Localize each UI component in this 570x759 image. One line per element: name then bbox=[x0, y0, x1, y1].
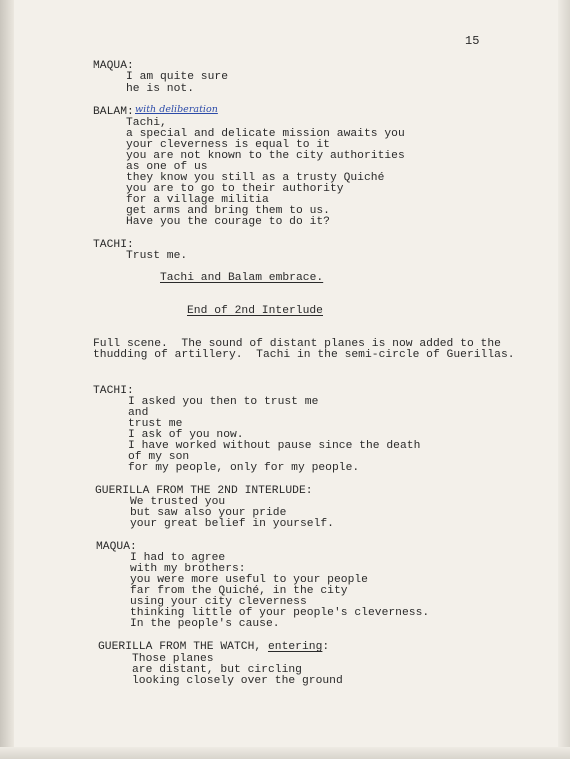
speaker-name bbox=[98, 642, 329, 653]
dialogue-line: looking closely over the ground bbox=[132, 675, 343, 687]
dialogue-line: you are to go to their authority bbox=[126, 183, 344, 195]
dialogue-line: for a village militia bbox=[126, 194, 269, 206]
dialogue-line: and bbox=[128, 407, 149, 419]
dialogue-line: thinking little of your people's cleverness. bbox=[130, 607, 430, 619]
dialogue-line: for my people, only for my people. bbox=[128, 462, 360, 474]
dialogue-line: Trust me. bbox=[126, 250, 188, 262]
speaker-action-underlined: entering bbox=[267, 641, 323, 653]
page-edge-right bbox=[558, 0, 570, 759]
dialogue-line: your great belief in yourself. bbox=[130, 518, 334, 530]
dialogue-line: using your city cleverness bbox=[130, 596, 307, 608]
dialogue-line: trust me bbox=[128, 418, 183, 430]
dialogue-line: I am quite sure bbox=[126, 71, 228, 83]
handwritten-annotation: with deliberation bbox=[135, 104, 218, 115]
speaker-name-text: BALAM: bbox=[93, 106, 134, 118]
binding-shadow bbox=[0, 0, 14, 759]
speaker-name: MAQUA: bbox=[93, 60, 134, 72]
dialogue-line: with my brothers: bbox=[130, 563, 246, 575]
dialogue-line: We trusted you bbox=[130, 496, 226, 508]
dialogue-line: but saw also your pride bbox=[130, 507, 287, 519]
speaker-name: GUERILLA FROM THE 2ND INTERLUDE: bbox=[95, 485, 313, 497]
dialogue-line: I have worked without pause since the death bbox=[128, 440, 421, 452]
dialogue-line: I ask of you now. bbox=[128, 429, 244, 441]
dialogue-line: they know you still as a trusty Quiché bbox=[126, 172, 385, 184]
stage-direction: Tachi and Balam embrace. bbox=[160, 272, 324, 284]
dialogue-line: far from the Quiché, in the city bbox=[130, 585, 348, 597]
interlude-end-heading: End of 2nd Interlude bbox=[187, 305, 323, 317]
dialogue-line: I had to agree bbox=[130, 552, 226, 564]
dialogue-line: your cleverness is equal to it bbox=[126, 139, 330, 151]
dialogue-line: you were more useful to your people bbox=[130, 574, 368, 586]
speaker-name: TACHI: bbox=[93, 239, 134, 251]
dialogue-line: of my son bbox=[128, 451, 190, 463]
dialogue-line: a special and delicate mission awaits you bbox=[126, 128, 405, 140]
dialogue-line: I asked you then to trust me bbox=[128, 396, 319, 408]
scene-description: thudding of artillery. Tachi in the semi-circle of Guerillas. bbox=[93, 349, 515, 361]
speaker-name: MAQUA: bbox=[96, 541, 137, 553]
dialogue-line: are distant, but circling bbox=[132, 664, 302, 676]
dialogue-line: you are not known to the city authorities bbox=[126, 150, 405, 162]
dialogue-line: he is not. bbox=[126, 83, 194, 95]
page-number: 15 bbox=[465, 34, 480, 48]
dialogue-line: In the people's cause. bbox=[130, 618, 280, 630]
speaker-suffix: : bbox=[322, 641, 330, 653]
dialogue-line: as one of us bbox=[126, 161, 208, 173]
page-edge-bottom bbox=[0, 747, 570, 759]
dialogue-line: Have you the courage to do it? bbox=[126, 216, 330, 228]
dialogue-line: Tachi, bbox=[126, 117, 167, 129]
dialogue-line: get arms and bring them to us. bbox=[126, 205, 330, 217]
scene-description: Full scene. The sound of distant planes is now added to the bbox=[93, 338, 501, 350]
dialogue-line: Those planes bbox=[132, 653, 214, 665]
speaker-name: TACHI: bbox=[93, 385, 134, 397]
speaker-prefix: GUERILLA FROM THE WATCH, bbox=[98, 641, 268, 653]
